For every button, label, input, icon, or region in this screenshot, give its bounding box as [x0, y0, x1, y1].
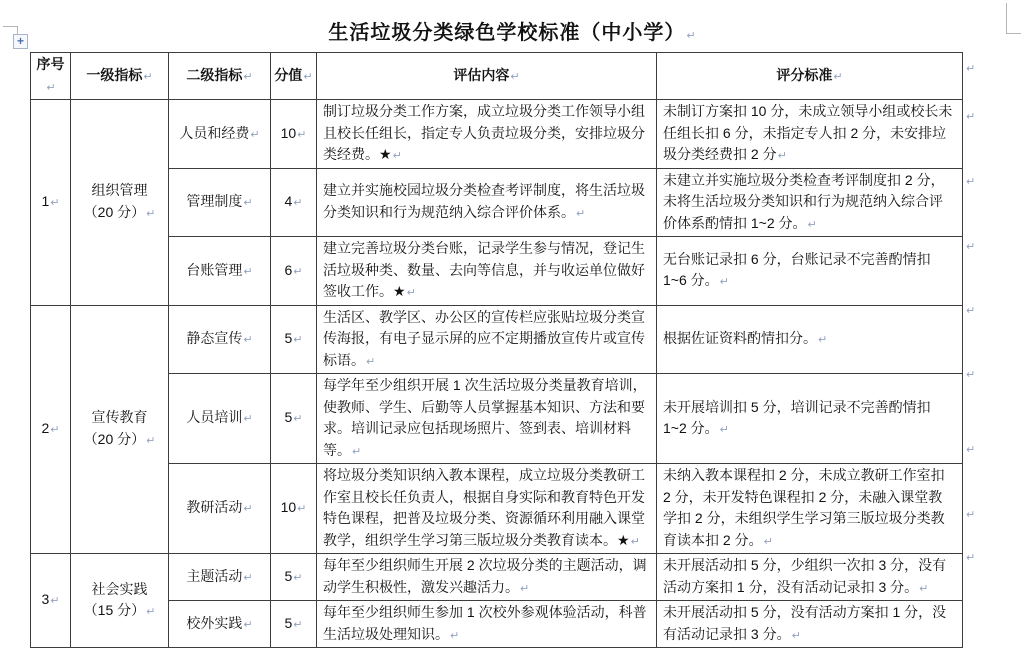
table-row: [31, 601, 963, 648]
cell-score: [271, 237, 317, 306]
criteria-text: 未开展培训扣 5 分，培训记录不完善酌情扣 1~2 分。: [663, 398, 931, 436]
header-criteria: [657, 53, 963, 100]
header-level2: [169, 53, 271, 100]
paragraph-mark: ↵: [719, 423, 729, 436]
cell-level1: [71, 100, 169, 306]
content-text: 每年至少组织师生开展 2 次垃圾分类的主题活动，调动学生积极性，激发兴趣活力。: [323, 557, 647, 595]
paragraph-mark: ↵: [243, 264, 253, 278]
cell-content: [317, 554, 657, 601]
paragraph-mark: ↵: [777, 149, 787, 162]
paragraph-mark: ↵: [243, 570, 253, 584]
header-score: [271, 53, 317, 100]
paragraph-mark: ↵: [243, 617, 253, 631]
end-of-row-mark: ↵: [966, 175, 976, 188]
sub-indicator: 主题活动: [186, 567, 243, 584]
criteria-text: 根据佐证资料酌情扣分。: [663, 330, 817, 346]
standards-table: [30, 52, 963, 648]
end-of-row-mark: ↵: [966, 368, 976, 381]
paragraph-mark: ↵: [50, 196, 60, 209]
cell-content: [317, 168, 657, 237]
end-of-row-mark: ↵: [966, 551, 976, 564]
table-row: [31, 305, 963, 374]
cell-sub-indicator: [169, 305, 271, 374]
cell-no: [31, 100, 71, 306]
table-header-row: [31, 53, 963, 100]
content-text: 将垃圾分类知识纳入教本课程，成立垃圾分类教研工作室且校长任负责人，根据自身实际和教育特色开发特色课程，把普及垃圾分类、资源循环利用融入课堂教学，组织学生学习第三版垃圾分类教育读本。★: [323, 467, 645, 548]
paragraph-mark: ↵: [807, 217, 817, 231]
cell-criteria: [657, 601, 963, 648]
paragraph-mark: ↵: [250, 127, 260, 141]
paragraph-mark: ↵: [297, 502, 307, 516]
paragraph-mark: ↵: [833, 69, 843, 83]
cell-sub-indicator: [169, 168, 271, 237]
content-text: 建立完善垃圾分类台账，记录学生参与情况，登记生活垃圾种类、数量、去向等信息，并与收运单位做好签收工作。★: [323, 240, 645, 299]
header-content-label: 评估内容: [453, 66, 510, 83]
cell-score: [271, 168, 317, 237]
paragraph-mark: ↵: [293, 412, 303, 426]
paragraph-mark: ↵: [243, 412, 253, 426]
row-number: 2: [41, 420, 50, 436]
score-value: 4: [284, 193, 293, 209]
cell-sub-indicator: [169, 464, 271, 554]
score-value: 6: [284, 261, 293, 278]
paragraph-mark: ↵: [520, 581, 530, 595]
level1-name: 宣传教育: [91, 409, 148, 426]
paragraph-mark: ↵: [719, 275, 729, 289]
cell-content: [317, 100, 657, 169]
paragraph-mark: ↵: [510, 69, 520, 83]
paragraph-mark: ↵: [50, 423, 60, 436]
header-no-label: 序号: [36, 56, 65, 72]
table-row: [31, 168, 963, 237]
paragraph-mark: ↵: [686, 29, 697, 42]
cell-content: [317, 601, 657, 648]
paragraph-mark: ↵: [303, 69, 313, 83]
table-row: [31, 374, 963, 464]
paragraph-mark: ↵: [50, 594, 60, 608]
header-level2-label: 二级指标: [186, 66, 243, 83]
paragraph-mark: ↵: [146, 433, 156, 447]
paragraph-mark: ↵: [293, 617, 303, 631]
criteria-text: 未开展活动扣 5 分，少组织一次扣 3 分，没有活动方案扣 1 分，没有活动记录扣 3 分。: [663, 557, 947, 595]
cell-score: [271, 601, 317, 648]
paragraph-mark: ↵: [919, 581, 929, 595]
cell-sub-indicator: [169, 374, 271, 464]
paragraph-mark: ↵: [450, 628, 460, 642]
sub-indicator: 管理制度: [186, 193, 243, 209]
cell-level1: [71, 554, 169, 648]
cell-criteria: [657, 100, 963, 169]
cell-score: [271, 374, 317, 464]
paragraph-mark: ↵: [293, 333, 303, 346]
paragraph-mark: ↵: [146, 206, 156, 220]
cell-content: [317, 237, 657, 306]
paragraph-mark: ↵: [243, 69, 253, 83]
end-of-row-mark: ↵: [966, 110, 976, 123]
score-value: 5: [284, 567, 293, 584]
page-title-text: 生活垃圾分类绿色学校标准（中小学）: [328, 22, 686, 44]
level1-score: （20 分）↵: [83, 203, 156, 220]
cell-sub-indicator: [169, 601, 271, 648]
cell-content: [317, 464, 657, 554]
content-text: 建立并实施校园垃圾分类检查考评制度，将生活垃圾分类知识和行为规范纳入综合评价体系。: [323, 182, 645, 220]
page-title: [0, 16, 1025, 45]
table-row: [31, 237, 963, 306]
score-value: 10: [280, 499, 297, 516]
sub-indicator: 校外实践: [186, 614, 243, 631]
score-value: 5: [284, 409, 293, 426]
cell-criteria: [657, 237, 963, 306]
header-score-label: 分值: [274, 66, 303, 83]
level1-name: 社会实践: [91, 580, 148, 597]
cell-sub-indicator: [169, 237, 271, 306]
paragraph-mark: ↵: [293, 264, 303, 278]
criteria-text: 无台账记录扣 6 分，台账记录不完善酌情扣 1~6 分。: [663, 250, 931, 289]
paragraph-mark: ↵: [352, 444, 362, 458]
paragraph-mark: ↵: [146, 605, 156, 618]
cell-score: [271, 464, 317, 554]
end-of-row-mark: ↵: [966, 240, 976, 253]
cell-criteria: [657, 168, 963, 237]
criteria-text: 未开展活动扣 5 分，没有活动方案扣 1 分，没有活动记录扣 3 分。: [663, 604, 947, 642]
sub-indicator: 静态宣传: [186, 330, 243, 346]
table-row: [31, 100, 963, 169]
content-text: 生活区、教学区、办公区的宣传栏应张贴垃圾分类宣传海报，有电子显示屏的应不定期播放宣传片或宣传标语。: [323, 308, 645, 368]
cell-level1: [71, 305, 169, 554]
table-move-handle[interactable]: +: [13, 34, 28, 49]
paragraph-mark: ↵: [243, 502, 253, 516]
paragraph-mark: ↵: [763, 534, 773, 548]
table-row: [31, 554, 963, 601]
end-of-row-mark: ↵: [966, 508, 976, 521]
content-text: 每年至少组织师生参加 1 次校外参观体验活动，科普生活垃圾处理知识。: [323, 604, 647, 642]
cell-criteria: [657, 374, 963, 464]
sub-indicator: 教研活动: [186, 499, 243, 516]
level1-score: （15 分）↵: [83, 602, 156, 618]
cell-score: [271, 100, 317, 169]
score-value: 10: [280, 124, 297, 141]
cell-no: [31, 305, 71, 554]
cell-score: [271, 554, 317, 601]
paragraph-mark: ↵: [406, 286, 416, 299]
score-value: 5: [284, 330, 293, 346]
level1-score: （20 分）↵: [83, 430, 156, 447]
paragraph-mark: ↵: [46, 80, 56, 94]
content-text: 每学年至少组织开展 1 次生活垃圾分类量教育培训，使教师、学生、后勤等人员掌握基本知识、方法和要求。培训记录应包括现场照片、签到表、培训材料等。: [323, 377, 647, 458]
header-level1-label: 一级指标: [86, 66, 143, 83]
paragraph-mark: ↵: [243, 196, 253, 209]
paragraph-mark: ↵: [818, 333, 828, 346]
criteria-text: 未纳入教本课程扣 2 分，未成立教研工作室扣 2 分，未开发特色课程扣 2 分，未融入课堂教学扣 2 分，未组织学生学习第三版垃圾分类教育读本扣 2 分。: [663, 467, 945, 548]
paragraph-mark: ↵: [143, 69, 153, 83]
content-text: 制订垃圾分类工作方案，成立垃圾分类工作领导小组且校长任组长，指定专人负责垃圾分类，安排垃圾分类经费。★: [323, 103, 645, 162]
paragraph-mark: ↵: [392, 149, 402, 162]
header-content: [317, 53, 657, 100]
paragraph-mark: ↵: [293, 196, 303, 209]
criteria-text: 未制订方案扣 10 分，未成立领导小组或校长未任组长扣 6 分，未指定专人扣 2 分，未安排垃圾分类经费扣 2 分: [663, 103, 953, 162]
sub-indicator: 人员培训: [186, 409, 243, 426]
cell-criteria: [657, 464, 963, 554]
paragraph-mark: ↵: [576, 206, 586, 220]
sub-indicator: 人员和经费: [179, 124, 250, 141]
cell-score: [271, 305, 317, 374]
end-of-row-mark: ↵: [966, 443, 976, 456]
criteria-text: 未建立并实施垃圾分类检查考评制度扣 2 分，未将生活垃圾分类知识和行为规范纳入综合评价体系酌情扣 1~2 分。: [663, 171, 945, 231]
header-level1: [71, 53, 169, 100]
paragraph-mark: ↵: [243, 333, 253, 346]
paragraph-mark: ↵: [366, 354, 376, 368]
end-of-row-mark: ↵: [966, 304, 976, 317]
cell-content: [317, 374, 657, 464]
row-number: 1: [41, 193, 50, 209]
end-of-row-mark: ↵: [966, 62, 976, 75]
table-row: [31, 464, 963, 554]
sub-indicator: 台账管理: [186, 261, 243, 278]
cell-content: [317, 305, 657, 374]
paragraph-mark: ↵: [293, 570, 303, 584]
cell-sub-indicator: [169, 100, 271, 169]
paragraph-mark: ↵: [791, 628, 801, 642]
header-no: [31, 53, 71, 100]
cell-no: [31, 554, 71, 648]
row-number: 3: [41, 591, 50, 608]
cell-criteria: [657, 554, 963, 601]
header-criteria-label: 评分标准: [776, 66, 833, 83]
cell-criteria: [657, 305, 963, 374]
score-value: 5: [284, 614, 293, 631]
paragraph-mark: ↵: [630, 534, 640, 548]
level1-name: 组织管理: [91, 182, 148, 199]
paragraph-mark: ↵: [297, 127, 307, 141]
cell-sub-indicator: [169, 554, 271, 601]
